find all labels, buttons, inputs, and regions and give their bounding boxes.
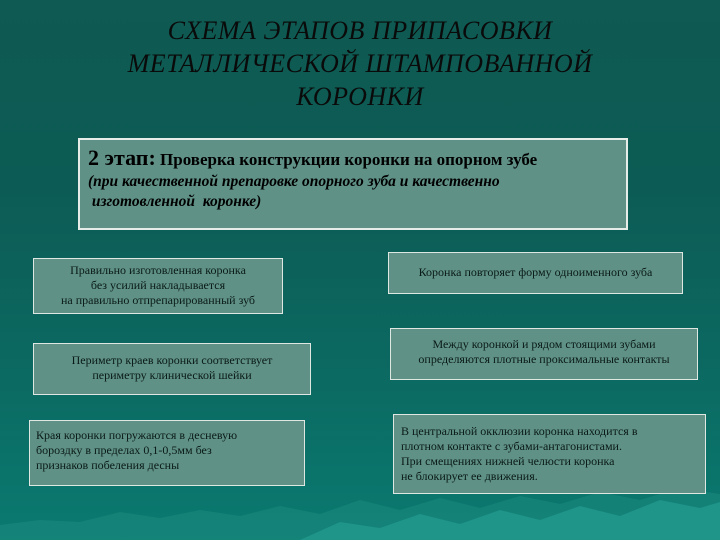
title-line-2: МЕТАЛЛИЧЕСКОЙ ШТАМПОВАННОЙ bbox=[127, 49, 593, 78]
left-box-3-line-2: бороздку в пределах 0,1-0,5мм без bbox=[36, 443, 212, 457]
left-box-1 bbox=[33, 258, 283, 314]
stage-subtitle-1: (при качественной препаровке опорного зуба и качественно bbox=[88, 173, 500, 190]
right-box-3-line-3: При смещениях нижней челюсти коронка bbox=[401, 454, 615, 468]
stage-heading bbox=[88, 146, 618, 172]
right-box-2 bbox=[390, 328, 698, 380]
right-box-3-line-1: В центральной окклюзии коронка находится в bbox=[401, 424, 638, 438]
right-box-2-line-1: Между коронкой и рядом стоящими зубами bbox=[432, 337, 656, 351]
left-box-3 bbox=[29, 420, 305, 486]
right-box-3 bbox=[393, 414, 706, 494]
title-line-3: КОРОНКИ bbox=[296, 82, 424, 111]
right-box-1 bbox=[388, 252, 683, 294]
left-box-3-line-3: признаков побеления десны bbox=[36, 458, 180, 472]
left-box-3-line-1: Края коронки погружаются в десневую bbox=[36, 428, 238, 442]
stage-subtitle-2: изготовленной коронке) bbox=[88, 193, 262, 210]
left-box-1-line-2: без усилий накладывается bbox=[90, 278, 226, 292]
title-line-1: СХЕМА ЭТАПОВ ПРИПАСОВКИ bbox=[167, 16, 553, 45]
right-box-1-line-1: Коронка повторяет форму одноименного зуба bbox=[418, 265, 653, 279]
slide-title bbox=[60, 14, 660, 113]
right-box-3-line-4: не блокирует ее движения. bbox=[401, 469, 538, 483]
left-box-1-line-1: Правильно изготовленная коронка bbox=[70, 263, 246, 277]
stage-panel bbox=[78, 138, 628, 230]
left-box-1-line-3: на правильно отпрепарированный зуб bbox=[60, 293, 256, 307]
right-box-2-line-2: определяются плотные проксимальные контакты bbox=[418, 352, 670, 366]
left-box-2 bbox=[33, 343, 311, 395]
left-box-2-line-1: Периметр краев коронки соответствует bbox=[71, 353, 273, 367]
right-box-3-line-2: плотном контакте с зубами-антагонистами. bbox=[401, 439, 622, 453]
left-box-2-line-2: периметру клинической шейки bbox=[92, 368, 252, 382]
stage-number: 2 этап: bbox=[88, 145, 156, 170]
stage-heading-text: Проверка конструкции коронки на опорном зубе bbox=[160, 150, 538, 169]
